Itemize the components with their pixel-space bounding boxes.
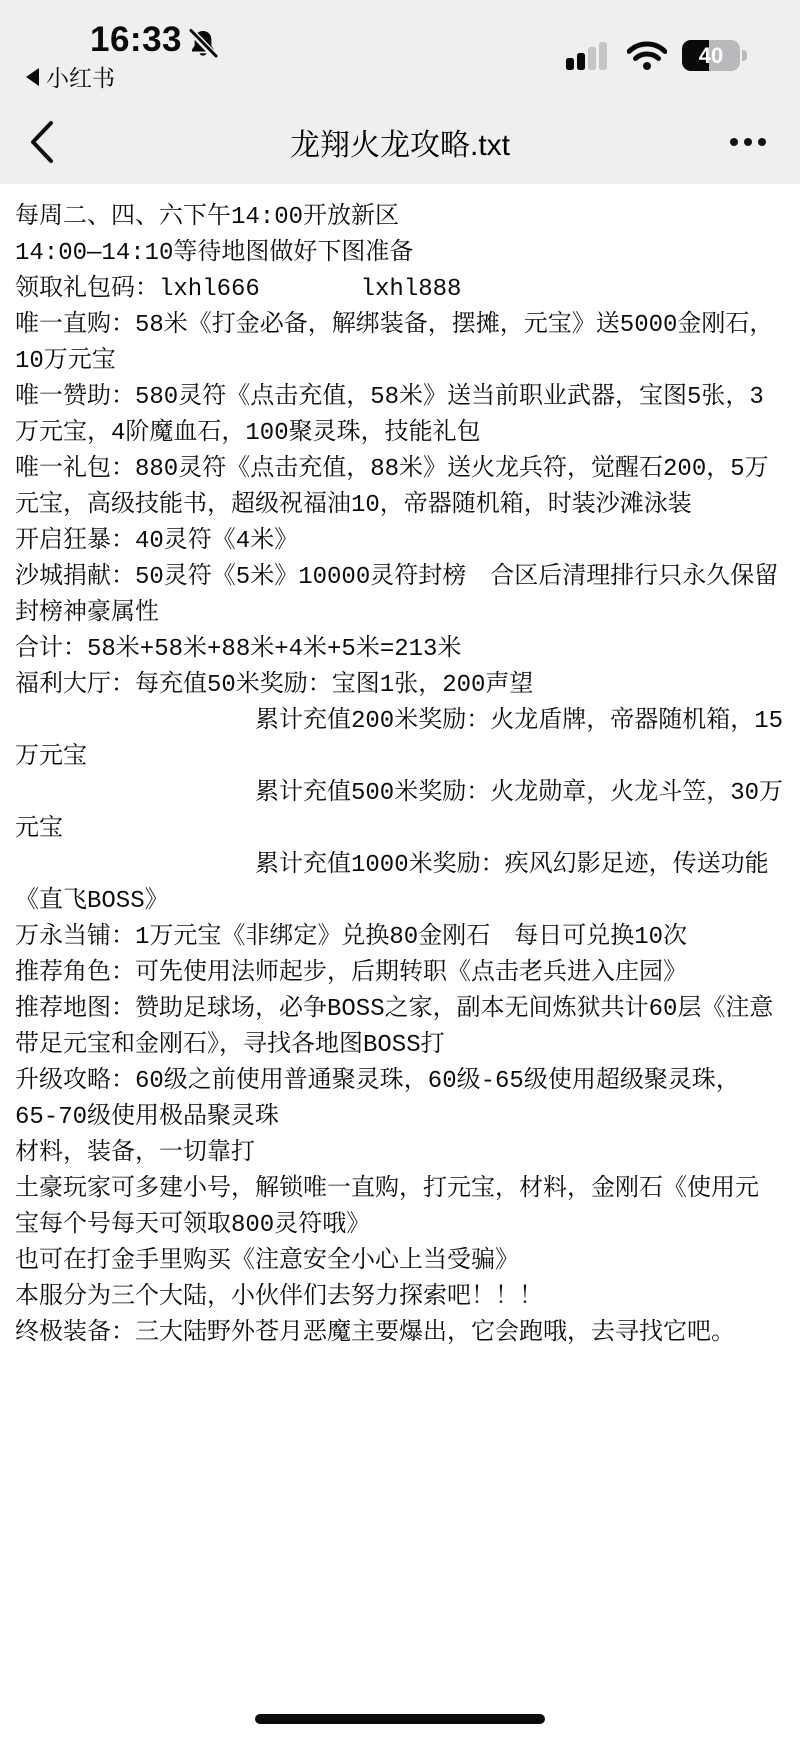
document-body — [0, 184, 800, 1352]
doc-line: 唯一直购：58米《打金必备，解绑装备，摆摊，元宝》送5000金刚石， — [15, 312, 774, 339]
doc-line: 元宝，高级技能书，超级祝福油10，帝器随机箱，时装沙滩泳装 — [15, 492, 692, 519]
back-to-app[interactable] — [26, 60, 115, 93]
doc-line: 带足元宝和金刚石》，寻找各地图BOSS打 — [15, 1032, 445, 1059]
doc-line: 唯一赞助：580灵符《点击充值，58米》送当前职业武器，宝图5张，3 — [15, 384, 764, 411]
doc-line: 沙城捐献：50灵符《5米》10000灵符封榜 合区后清理排行只永久保留 — [15, 564, 779, 591]
nav-bar — [0, 100, 800, 184]
doc-line: 万永当铺：1万元宝《非绑定》兑换80金刚石 每日可兑换10次 — [15, 924, 688, 951]
ellipsis-dot — [730, 138, 738, 146]
doc-line: 10万元宝 — [15, 348, 116, 375]
chevron-left-icon[interactable] — [28, 119, 56, 165]
status-time: 16:33 — [90, 20, 183, 59]
doc-line: 推荐角色：可先使用法师起步，后期转职《点击老兵进入庄园》 — [15, 960, 687, 987]
doc-line: 累计充值200米奖励：火龙盾牌，帝器随机箱，15 — [15, 708, 784, 735]
back-app-label: 小红书 — [46, 65, 115, 91]
doc-line: 也可在打金手里购买《注意安全小心上当受骗》 — [15, 1248, 519, 1275]
cellular-signal-icon — [566, 41, 612, 71]
status-bar — [0, 0, 800, 100]
page-title: 龙翔火龙攻略.txt — [289, 129, 510, 162]
doc-line: 万元宝 — [15, 744, 87, 771]
doc-line: 土豪玩家可多建小号，解锁唯一直购，打元宝，材料，金刚石《使用元 — [15, 1176, 759, 1203]
doc-line: 65-70级使用极品聚灵珠 — [15, 1104, 280, 1131]
doc-line: 福利大厅：每充值50米奖励：宝图1张，200声望 — [15, 672, 534, 699]
doc-line: 每周二、四、六下午14:00开放新区 — [15, 204, 400, 231]
doc-line: 领取礼包码：lxhl666 lxhl888 — [15, 276, 462, 303]
doc-line: 唯一礼包：880灵符《点击充值，88米》送火龙兵符，觉醒石200，5万 — [15, 456, 769, 483]
doc-line: 材料，装备，一切靠打 — [15, 1140, 255, 1167]
doc-line: 元宝 — [15, 816, 63, 843]
doc-line: 本服分为三个大陆，小伙伴们去努力探索吧！！！ — [15, 1284, 543, 1311]
doc-line: 宝每个号每天可领取800灵符哦》 — [15, 1212, 371, 1239]
doc-line: 合计：58米+58米+88米+4米+5米=213米 — [15, 636, 462, 663]
top-chrome — [0, 0, 800, 184]
doc-line: 累计充值1000米奖励：疾风幻影足迹，传送功能 — [15, 852, 769, 879]
bell-slash-icon — [186, 27, 220, 61]
doc-line: 万元宝，4阶魔血石，100聚灵珠，技能礼包 — [15, 420, 481, 447]
doc-line: 累计充值500米奖励：火龙勋章，火龙斗笠，30万 — [15, 780, 784, 807]
triangle-left-icon — [26, 68, 39, 86]
status-right-icons — [566, 40, 740, 71]
doc-line: 升级攻略：60级之前使用普通聚灵珠，60级-65级使用超级聚灵珠， — [15, 1068, 740, 1095]
ellipsis-dot — [758, 138, 766, 146]
battery-icon — [682, 40, 740, 71]
home-indicator[interactable] — [255, 1714, 545, 1724]
wifi-icon — [627, 41, 667, 71]
doc-line: 终极装备：三大陆野外苍月恶魔主要爆出，它会跑哦，去寻找它吧。 — [15, 1320, 735, 1347]
more-menu-button[interactable] — [730, 130, 766, 154]
doc-line: 推荐地图：赞助足球场，必争BOSS之家，副本无间炼狱共计60层《注意 — [15, 996, 774, 1023]
doc-line: 开启狂暴：40灵符《4米》 — [15, 528, 299, 555]
doc-line: 14:00—14:10等待地图做好下图准备 — [15, 240, 414, 267]
doc-line: 《直飞BOSS》 — [15, 888, 169, 915]
battery-percent: 40 — [698, 42, 724, 68]
doc-line: 封榜神豪属性 — [15, 600, 159, 627]
ellipsis-dot — [744, 138, 752, 146]
